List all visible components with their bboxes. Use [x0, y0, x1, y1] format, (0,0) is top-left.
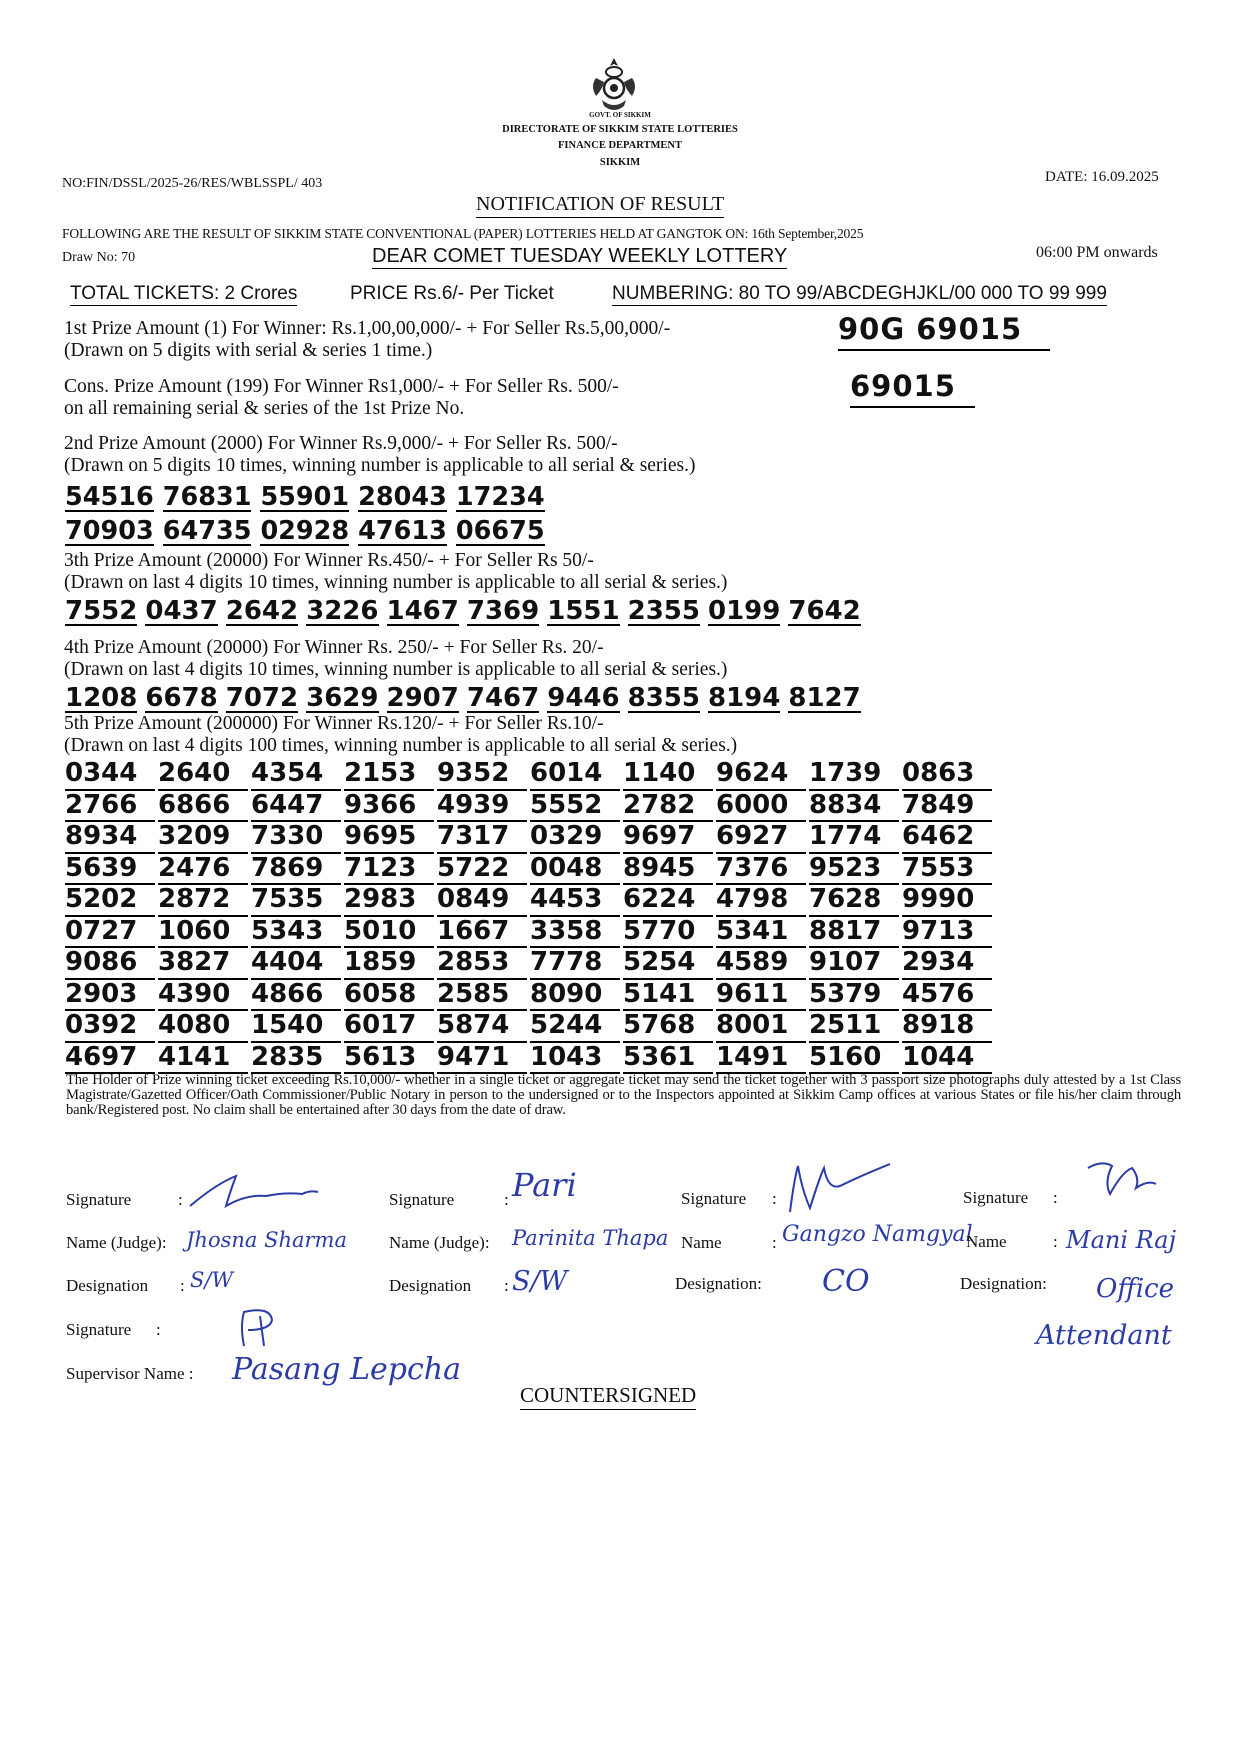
fifth-prize-number: 1540: [251, 1011, 341, 1043]
col3-signature-label: Signature: [681, 1189, 747, 1208]
fifth-prize-number: 8090: [530, 980, 620, 1012]
fifth-prize-number: 4576: [902, 980, 992, 1012]
judge2-signature: Pari: [512, 1166, 577, 1204]
officer-signature: [780, 1160, 900, 1216]
supervisor-signature-label: Signature: [66, 1320, 132, 1339]
fifth-prize-number: 1859: [344, 948, 434, 980]
fifth-prize-number: 0392: [65, 1011, 155, 1043]
second-prize-row2: [65, 516, 554, 546]
fifth-prize-number: 5343: [251, 917, 341, 949]
fifth-prize-number: 4798: [716, 885, 806, 917]
fifth-prize-number: 4390: [158, 980, 248, 1012]
third-prize-row: [65, 596, 869, 626]
fifth-prize-number: 0048: [530, 854, 620, 886]
second-prize-desc: 2nd Prize Amount (2000) For Winner Rs.9,000/- + For Seller Rs. 500/- (Drawn on 5 digits 10 times, winning number is applicable to all serial & series.): [64, 433, 696, 476]
countersigned-label: COUNTERSIGNED: [520, 1383, 696, 1410]
third-prize-number: 0199: [708, 596, 781, 626]
fifth-prize-number: 0329: [530, 822, 620, 854]
col3-name-label: Name: [681, 1233, 722, 1252]
second-prize-number: 06675: [455, 516, 545, 546]
fifth-prize-number: 9624: [716, 759, 806, 791]
first-prize-desc: 1st Prize Amount (1) For Winner: Rs.1,00,00,000/- + For Seller Rs.5,00,000/- (Drawn on 5 digits with serial & series 1 time.): [64, 318, 671, 361]
fourth-prize-number: 3629: [306, 683, 379, 713]
second-prize-number: 47613: [358, 516, 447, 546]
fifth-prize-number: 6058: [344, 980, 434, 1012]
fifth-prize-number: 7849: [902, 791, 992, 823]
fifth-prize-number: 3358: [530, 917, 620, 949]
state-title: SIKKIM: [599, 157, 641, 168]
department-title: FINANCE DEPARTMENT: [558, 140, 682, 151]
fifth-prize-number: 9523: [809, 854, 899, 886]
draw-number: Draw No: 70: [62, 250, 136, 265]
third-prize-number: 7642: [788, 596, 861, 626]
col1-designation-label: Designation: [66, 1276, 149, 1295]
col4-signature-label: Signature: [963, 1188, 1029, 1207]
reference-number: NO:FIN/DSSL/2025-26/RES/WBLSSPL/ 403: [62, 176, 323, 191]
fifth-prize-number: 3827: [158, 948, 248, 980]
fifth-prize-number: 1060: [158, 917, 248, 949]
supervisor-colon: :: [156, 1320, 161, 1339]
second-prize-number: 55901: [260, 482, 350, 512]
fifth-prize-number: 0727: [65, 917, 155, 949]
third-prize-number: 0437: [145, 596, 218, 626]
fourth-prize-number: 7467: [466, 683, 540, 713]
fifth-prize-number: 2511: [809, 1011, 899, 1043]
fifth-prize-number: 9107: [809, 948, 899, 980]
second-prize-number: 70903: [65, 516, 154, 546]
holder-note: The Holder of Prize winning ticket exceeding Rs.10,000/- whether in a single ticket or aggregate ticket may send the ticket together with 3 passport size photographs duly attested by a 1st Class Magistrate/Gazetted Officer/Oath Commissioner/Public Notary in person to the undersigned or to the Inspectors appointed at Sikkim Camp offices at various States or file his/her claim through bank/Registered post. No claim shall be entertained after 30 days from the date of draw.: [66, 1072, 1181, 1118]
judge1-signature: [186, 1172, 326, 1212]
fourth-prize-desc: 4th Prize Amount (20000) For Winner Rs. 250/- + For Seller Rs. 20/- (Drawn on last 4 digits 10 times, winning number is applicable to all serial & series.): [64, 637, 728, 680]
fifth-prize-number: 2782: [623, 791, 713, 823]
draw-time: 06:00 PM onwards: [1036, 244, 1158, 261]
fifth-prize-number: 2640: [158, 759, 248, 791]
officer-designation: CO: [822, 1264, 870, 1299]
fifth-prize-number: 1140: [623, 759, 713, 791]
second-prize-number: 64735: [162, 516, 252, 546]
fifth-prize-number: 8918: [902, 1011, 992, 1043]
fifth-prize-number: 7553: [902, 854, 992, 886]
fifth-prize-number: 0863: [902, 759, 992, 791]
second-prize-row1: [65, 482, 554, 512]
fourth-prize-number: 7072: [225, 683, 299, 713]
fourth-prize-number: 8194: [708, 683, 781, 713]
fourth-prize-number: 6678: [145, 683, 218, 713]
third-prize-number: 1467: [386, 596, 459, 626]
govt-label: GOVT. OF SIKKIM: [589, 111, 651, 119]
fifth-prize-number: 9352: [437, 759, 527, 791]
attendant-signature: [1082, 1158, 1162, 1202]
fifth-prize-number: 9713: [902, 917, 992, 949]
third-prize-number: 2355: [627, 596, 700, 626]
fifth-prize-number: 7330: [251, 822, 341, 854]
fifth-prize-number: 1667: [437, 917, 527, 949]
fifth-prize-number: 2476: [158, 854, 248, 886]
fourth-prize-row: [65, 683, 869, 713]
fifth-prize-number: 5254: [623, 948, 713, 980]
fifth-prize-desc: 5th Prize Amount (200000) For Winner Rs.120/- + For Seller Rs.10/- (Drawn on last 4 digits 100 times, winning number is applicable to all serial & series.): [64, 713, 738, 756]
fifth-prize-number: 4589: [716, 948, 806, 980]
numbering-range: NUMBERING: 80 TO 99/ABCDEGHJKL/00 000 TO 99 999: [612, 283, 1107, 304]
officer-name: Gangzo Namgyal: [782, 1222, 973, 1247]
col4-colon: :: [1053, 1232, 1058, 1251]
ticket-price: PRICE Rs.6/- Per Ticket: [350, 283, 554, 304]
col1-signature-label: Signature: [66, 1190, 132, 1209]
fifth-prize-number: 5770: [623, 917, 713, 949]
col3-colon: :: [772, 1233, 777, 1252]
fifth-prize-number: 8945: [623, 854, 713, 886]
judge1-name: Jhosna Sharma: [186, 1228, 347, 1252]
fifth-prize-number: 6462: [902, 822, 992, 854]
cons-prize-winner: 69015: [850, 369, 975, 408]
col2-designation-label: Designation: [389, 1276, 472, 1295]
fifth-prize-number: 7628: [809, 885, 899, 917]
notification-title: NOTIFICATION OF RESULT: [476, 193, 724, 218]
fifth-prize-number: 2766: [65, 791, 155, 823]
directorate-title: DIRECTORATE OF SIKKIM STATE LOTTERIES: [502, 124, 738, 135]
following-statement: FOLLOWING ARE THE RESULT OF SIKKIM STATE CONVENTIONAL (PAPER) LOTTERIES HELD AT GANGTOK ON: 16th September,2025: [62, 226, 864, 241]
fifth-prize-number: 5722: [437, 854, 527, 886]
total-tickets: TOTAL TICKETS: 2 Crores: [70, 283, 298, 304]
fifth-prize-number: 5379: [809, 980, 899, 1012]
fifth-prize-number: 6866: [158, 791, 248, 823]
fifth-prize-number: 9697: [623, 822, 713, 854]
second-prize-number: 54516: [65, 482, 154, 512]
fifth-prize-number: 6014: [530, 759, 620, 791]
fifth-prize-number: 7123: [344, 854, 434, 886]
fifth-prize-number: 2835: [251, 1043, 341, 1075]
supervisor-signature: [230, 1306, 300, 1350]
second-prize-number: 02928: [260, 516, 350, 546]
third-prize-number: 2642: [225, 596, 299, 626]
col3-designation-label: Designation:: [675, 1274, 762, 1293]
fifth-prize-number: 5141: [623, 980, 713, 1012]
fifth-prize-number: 4141: [158, 1043, 248, 1075]
fifth-prize-number: 8934: [65, 822, 155, 854]
fifth-prize-number: 4939: [437, 791, 527, 823]
fourth-prize-number: 8127: [788, 683, 861, 713]
fifth-prize-number: 7869: [251, 854, 341, 886]
sikkim-emblem-icon: [588, 56, 640, 116]
fifth-prize-number: 8834: [809, 791, 899, 823]
fifth-prize-number: 9695: [344, 822, 434, 854]
fifth-prize-number: 2903: [65, 980, 155, 1012]
fifth-prize-number: 9471: [437, 1043, 527, 1075]
fifth-prize-number: 5552: [530, 791, 620, 823]
fifth-prize-number: 5341: [716, 917, 806, 949]
fifth-prize-number: 0849: [437, 885, 527, 917]
fifth-prize-number: 3209: [158, 822, 248, 854]
fifth-prize-number: 8817: [809, 917, 899, 949]
col4-colon: :: [1053, 1188, 1058, 1207]
col2-signature-label: Signature: [389, 1190, 455, 1209]
lottery-name: DEAR COMET TUESDAY WEEKLY LOTTERY: [372, 245, 788, 267]
fifth-prize-number: 2983: [344, 885, 434, 917]
col3-colon: :: [772, 1189, 777, 1208]
fifth-prize-number: 2585: [437, 980, 527, 1012]
fifth-prize-number: 5639: [65, 854, 155, 886]
fifth-prize-number: 4697: [65, 1043, 155, 1075]
fifth-prize-number: 4080: [158, 1011, 248, 1043]
fifth-prize-number: 7317: [437, 822, 527, 854]
fifth-prize-number: 1491: [716, 1043, 806, 1075]
fifth-prize-number: 1774: [809, 822, 899, 854]
second-prize-number: 17234: [455, 482, 545, 512]
fifth-prize-number: 5244: [530, 1011, 620, 1043]
fifth-prize-grid: [65, 759, 995, 1074]
fifth-prize-number: 0344: [65, 759, 155, 791]
fifth-prize-number: 1044: [902, 1043, 992, 1075]
col2-colon: :: [504, 1276, 509, 1295]
second-prize-number: 76831: [162, 482, 252, 512]
judge2-designation: S/W: [512, 1266, 568, 1297]
third-prize-desc: 3th Prize Amount (20000) For Winner Rs.450/- + For Seller Rs 50/- (Drawn on last 4 digits 10 times, winning number is applicable to all serial & series.): [64, 550, 728, 593]
fifth-prize-number: 8001: [716, 1011, 806, 1043]
result-date: DATE: 16.09.2025: [1045, 169, 1159, 185]
fourth-prize-number: 2907: [386, 683, 459, 713]
fifth-prize-number: 5010: [344, 917, 434, 949]
fifth-prize-number: 4354: [251, 759, 341, 791]
third-prize-number: 3226: [306, 596, 379, 626]
fifth-prize-number: 5613: [344, 1043, 434, 1075]
attendant-designation: Office: [1096, 1274, 1174, 1304]
fifth-prize-number: 2153: [344, 759, 434, 791]
supervisor-name: Pasang Lepcha: [232, 1352, 461, 1387]
fifth-prize-number: 4866: [251, 980, 341, 1012]
supervisor-name-label: Supervisor Name :: [66, 1364, 194, 1383]
fifth-prize-number: 6000: [716, 791, 806, 823]
fifth-prize-number: 2853: [437, 948, 527, 980]
fifth-prize-number: 2934: [902, 948, 992, 980]
fifth-prize-number: 6927: [716, 822, 806, 854]
fifth-prize-number: 6447: [251, 791, 341, 823]
fifth-prize-number: 7778: [530, 948, 620, 980]
fifth-prize-number: 1739: [809, 759, 899, 791]
col1-colon: :: [178, 1190, 183, 1209]
fourth-prize-number: 9446: [547, 683, 620, 713]
fifth-prize-number: 5874: [437, 1011, 527, 1043]
fourth-prize-number: 8355: [627, 683, 700, 713]
second-prize-number: 28043: [358, 482, 447, 512]
fifth-prize-number: 4404: [251, 948, 341, 980]
fifth-prize-number: 9086: [65, 948, 155, 980]
fifth-prize-number: 4453: [530, 885, 620, 917]
col1-name-label: Name (Judge):: [66, 1233, 167, 1252]
fifth-prize-number: 5768: [623, 1011, 713, 1043]
fifth-prize-number: 5202: [65, 885, 155, 917]
fifth-prize-number: 5361: [623, 1043, 713, 1075]
fifth-prize-number: 7376: [716, 854, 806, 886]
col2-name-label: Name (Judge):: [389, 1233, 490, 1252]
fifth-prize-number: 6017: [344, 1011, 434, 1043]
fifth-prize-number: 2872: [158, 885, 248, 917]
fifth-prize-number: 1043: [530, 1043, 620, 1075]
third-prize-number: 7369: [466, 596, 540, 626]
fifth-prize-number: 5160: [809, 1043, 899, 1075]
fifth-prize-number: 9611: [716, 980, 806, 1012]
cons-prize-desc: Cons. Prize Amount (199) For Winner Rs1,000/- + For Seller Rs. 500/- on all remaining serial & series of the 1st Prize No.: [64, 376, 619, 419]
fifth-prize-number: 6224: [623, 885, 713, 917]
third-prize-number: 1551: [547, 596, 620, 626]
fifth-prize-number: 7535: [251, 885, 341, 917]
col2-colon: :: [504, 1190, 509, 1209]
first-prize-winner: 90G 69015: [838, 312, 1050, 351]
col4-name-label: Name: [966, 1232, 1007, 1251]
judge2-name: Parinita Thapa: [512, 1226, 669, 1250]
attendant-designation-line2: Attendant: [1036, 1320, 1172, 1351]
judge1-designation: S/W: [190, 1268, 234, 1292]
col4-designation-label: Designation:: [960, 1274, 1047, 1293]
third-prize-number: 7552: [65, 596, 138, 626]
fifth-prize-number: 9990: [902, 885, 992, 917]
fourth-prize-number: 1208: [65, 683, 138, 713]
fifth-prize-number: 9366: [344, 791, 434, 823]
attendant-name: Mani Raj: [1066, 1226, 1177, 1254]
col1-colon: :: [180, 1276, 185, 1295]
